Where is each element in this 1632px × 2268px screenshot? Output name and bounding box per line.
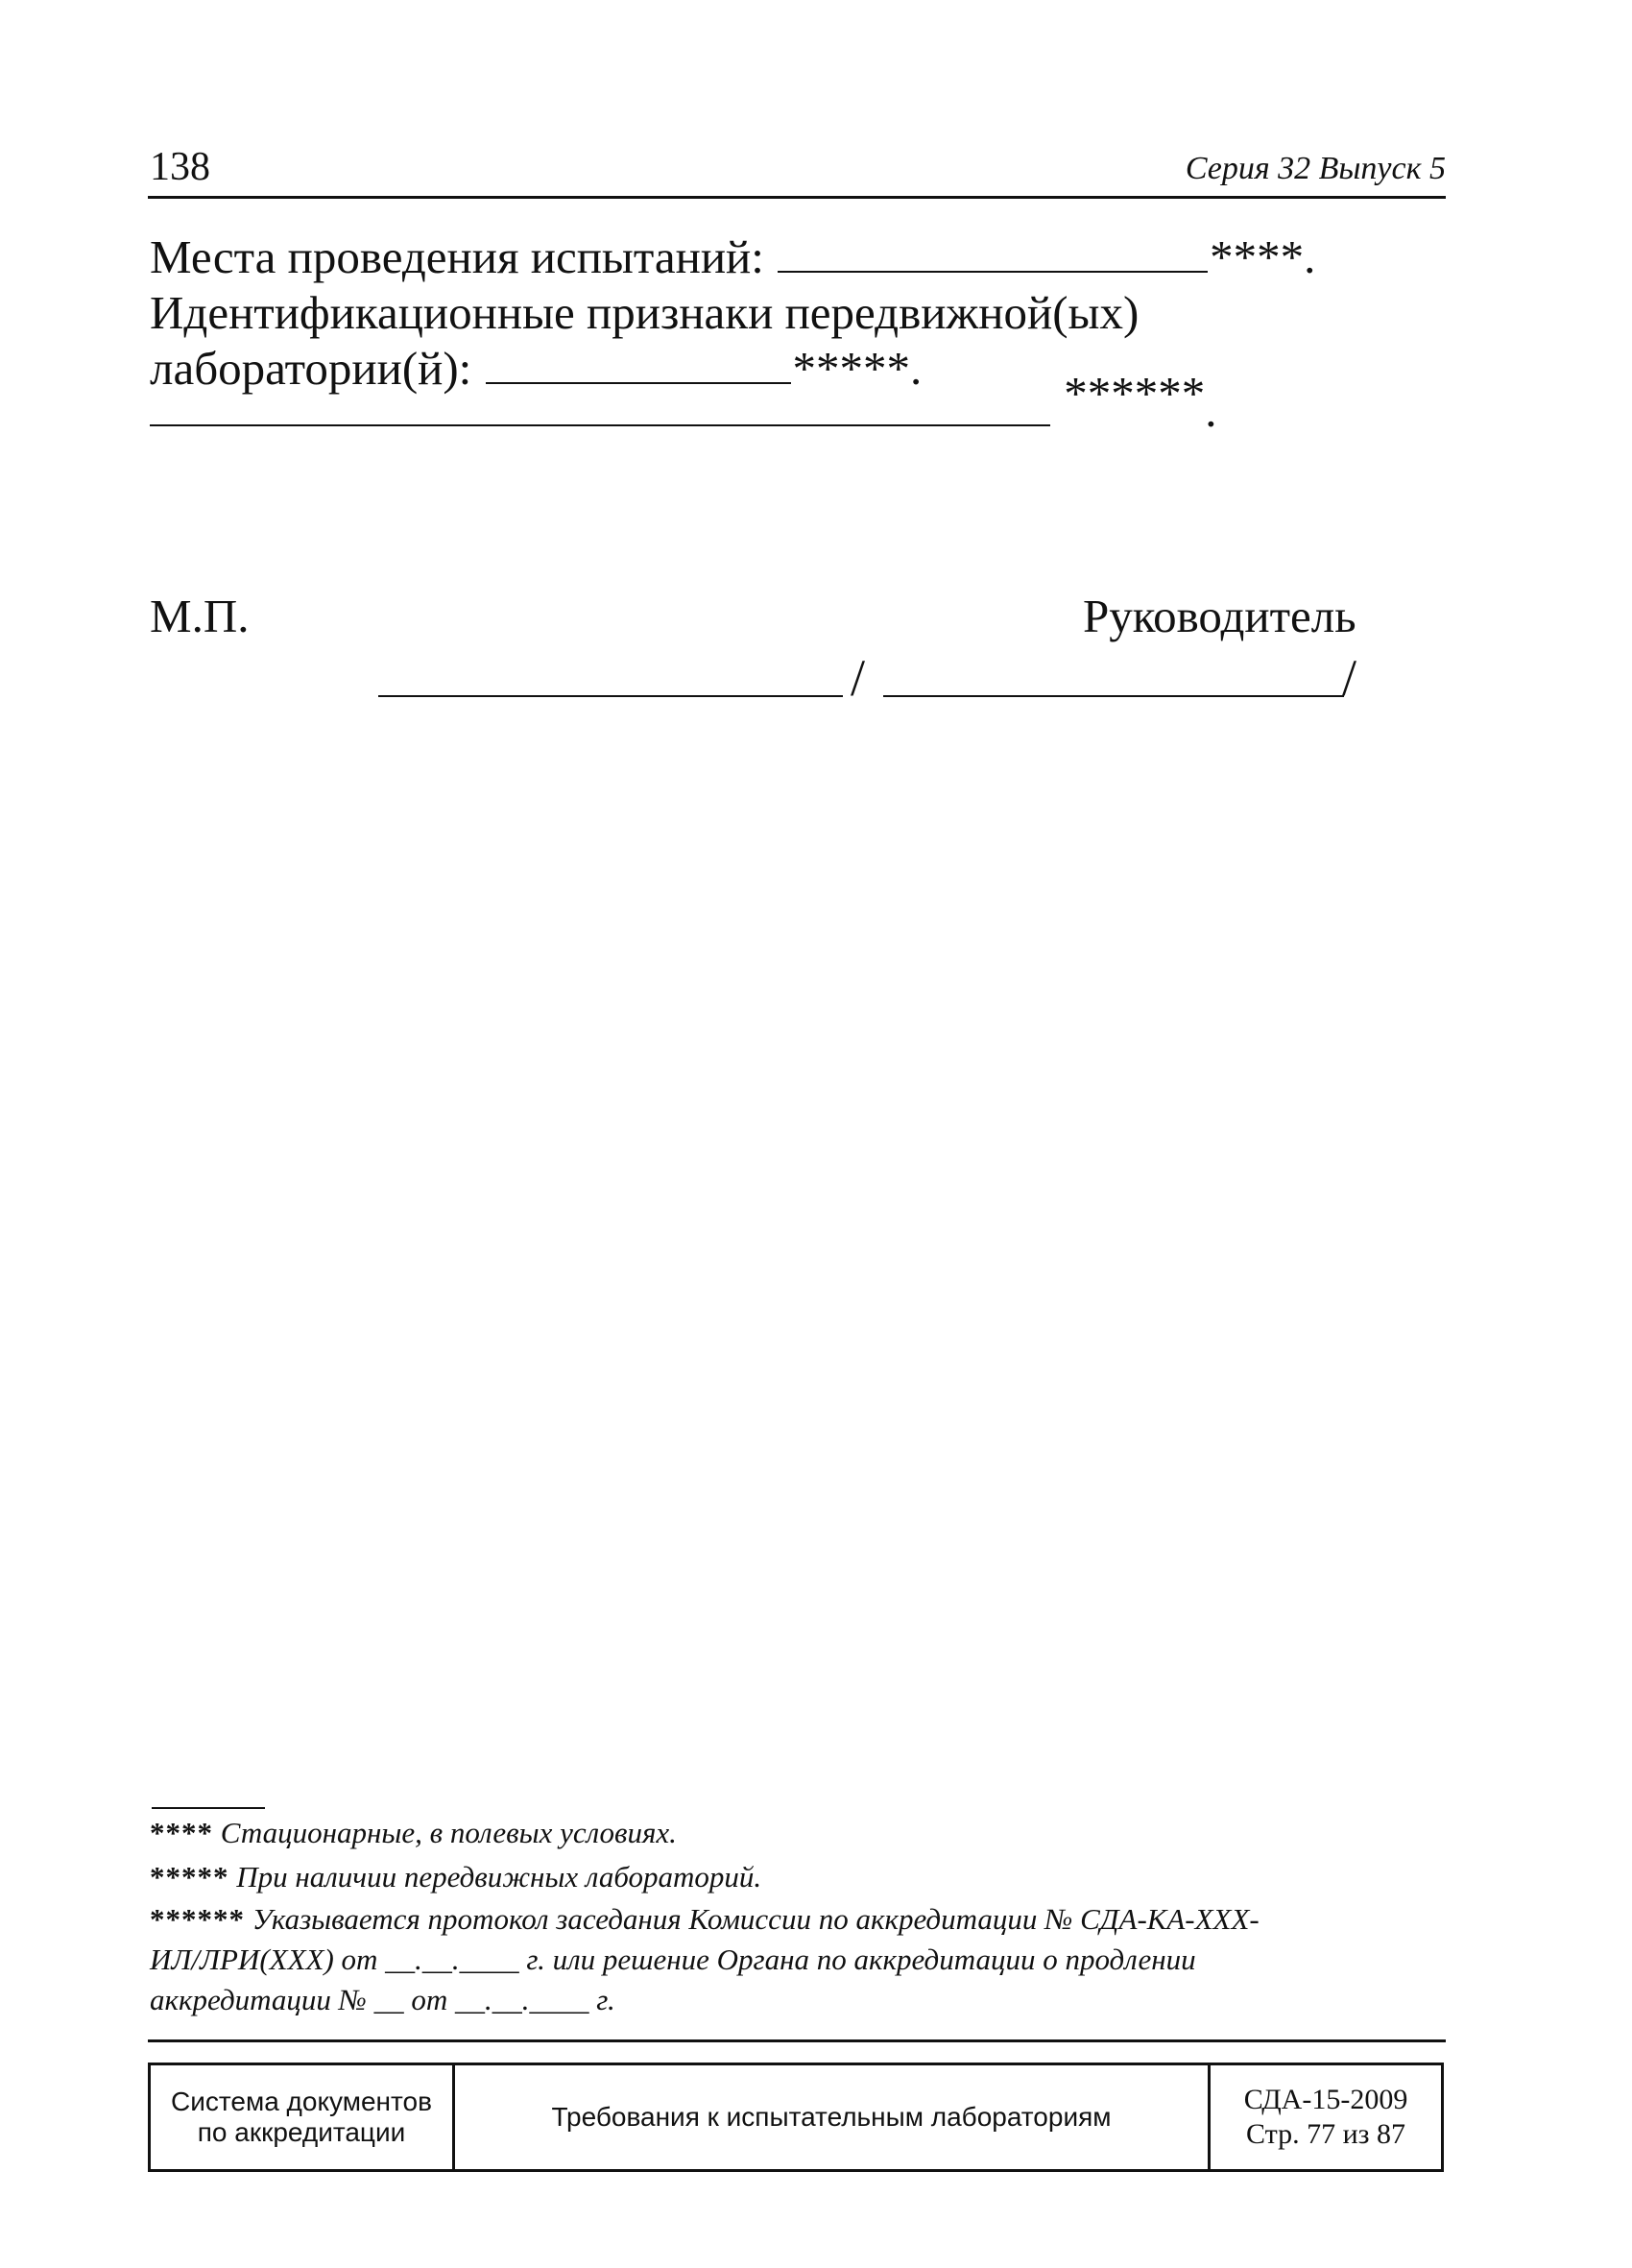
test-sites-label: Места проведения испытаний:: [150, 230, 764, 283]
test-sites-stars: ****: [1210, 230, 1305, 283]
footnote-3-text-line2: ИЛ/ЛРИ(XXX) от __.__.____ г. или решение Органа по аккредитации о продлении: [150, 1942, 1196, 1976]
stamp-title: Требования к испытательным лабораториям: [551, 2102, 1112, 2132]
mobile-lab-label-line1: Идентификационные признаки передвижной(ых): [150, 286, 1140, 339]
name-slash: /: [1342, 649, 1357, 707]
footnote-rule: [152, 1807, 265, 1809]
footnote-3-text-line3: аккредитации № __ от __.__.____ г.: [150, 1983, 615, 2016]
footnote-1-marker: ****: [150, 1816, 213, 1849]
accreditation-ref-period: .: [1205, 384, 1217, 437]
name-line: [883, 695, 1344, 697]
signature-slash: /: [851, 649, 866, 707]
page-number: 138: [150, 145, 210, 189]
stamp-page: Стр. 77 из 87: [1246, 2118, 1405, 2150]
mobile-lab-blank: [486, 346, 791, 384]
head-label: Руководитель: [1083, 590, 1356, 642]
seal-label: М.П.: [150, 590, 250, 642]
mobile-lab-stars: *****: [792, 342, 911, 395]
signature-line: [378, 695, 843, 697]
footnote-2: [150, 1859, 761, 1895]
mobile-lab-label-line2: лаборатории(й):: [150, 342, 472, 395]
running-title: Серия 32 Выпуск 5: [1185, 151, 1446, 186]
document-stamp: [148, 2063, 1444, 2172]
footnote-3-text-line1: Указывается протокол заседания Комиссии по аккредитации № СДА-КА-XXX-: [252, 1902, 1260, 1936]
accreditation-ref-blank: [150, 388, 1050, 426]
footnote-1: [150, 1815, 677, 1851]
test-sites-period: .: [1304, 230, 1316, 283]
bottom-rule: [148, 2039, 1446, 2042]
header-rule: [148, 196, 1446, 199]
accreditation-ref-stars: ******: [1064, 367, 1206, 420]
footnote-3: [150, 1901, 1260, 1938]
test-sites-line: [150, 230, 1315, 284]
stamp-title-cell: [455, 2065, 1211, 2169]
footnote-2-marker: *****: [150, 1860, 229, 1894]
stamp-code: СДА-15-2009: [1243, 2084, 1408, 2115]
stamp-system-line2: по аккредитации: [197, 2117, 406, 2147]
stamp-system-line1: Система документов: [171, 2087, 432, 2116]
stamp-code-cell: [1211, 2065, 1441, 2169]
footnote-1-text: Стационарные, в полевых условиях.: [220, 1816, 677, 1849]
footnote-3-marker: ******: [150, 1902, 245, 1936]
mobile-lab-period: .: [910, 342, 923, 395]
footnote-2-text: При наличии передвижных лабораторий.: [236, 1860, 762, 1894]
test-sites-blank: [778, 234, 1208, 273]
stamp-system-cell: [151, 2065, 455, 2169]
